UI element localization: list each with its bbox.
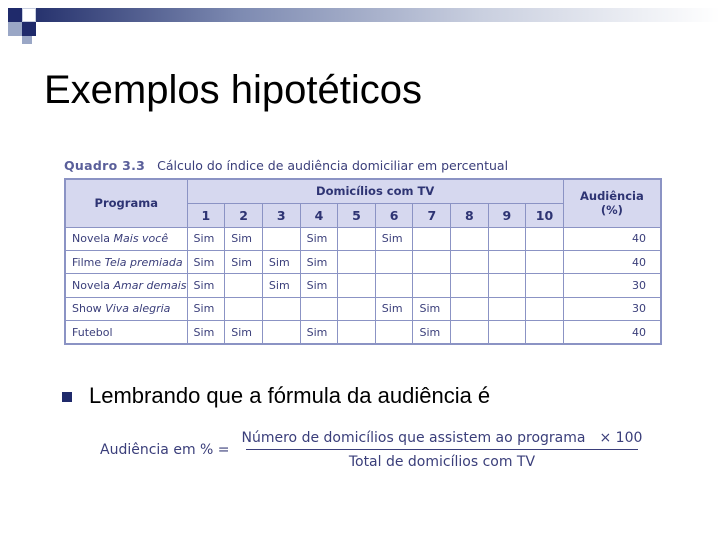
domicilio-cell: Sim bbox=[187, 321, 225, 344]
formula-fraction bbox=[238, 430, 647, 470]
domicilio-cell: Sim bbox=[413, 297, 451, 320]
domicilio-cell bbox=[451, 321, 489, 344]
quadro-table-block bbox=[64, 158, 662, 345]
domicilio-cell bbox=[526, 297, 564, 320]
audiencia-cell: 40 bbox=[563, 227, 661, 250]
program-name: Viva alegria bbox=[105, 302, 171, 316]
header-domicilio-number: 6 bbox=[375, 203, 413, 227]
program-name: Amar demais bbox=[113, 278, 187, 292]
table-row bbox=[65, 321, 661, 344]
formula-times: × 100 bbox=[599, 430, 643, 446]
table-body bbox=[65, 227, 661, 344]
domicilio-cell bbox=[526, 227, 564, 250]
program-type: Futebol bbox=[72, 325, 113, 339]
domicilio-cell bbox=[262, 321, 300, 344]
domicilio-cell bbox=[451, 250, 489, 273]
domicilio-cell bbox=[488, 250, 526, 273]
formula-numerator bbox=[238, 430, 647, 449]
domicilio-cell bbox=[451, 274, 489, 297]
audience-table bbox=[64, 178, 662, 345]
domicilio-cell: Sim bbox=[187, 274, 225, 297]
domicilio-cell bbox=[300, 297, 338, 320]
domicilio-cell bbox=[375, 321, 413, 344]
header-domicilio-number: 4 bbox=[300, 203, 338, 227]
decor-square bbox=[22, 22, 36, 36]
header-domicilio-number: 2 bbox=[225, 203, 263, 227]
domicilio-cell: Sim bbox=[262, 250, 300, 273]
table-row bbox=[65, 297, 661, 320]
audiencia-cell: 30 bbox=[563, 297, 661, 320]
domicilio-cell: Sim bbox=[300, 274, 338, 297]
program-cell bbox=[65, 227, 187, 250]
domicilio-cell bbox=[488, 227, 526, 250]
decor-square bbox=[8, 22, 22, 36]
domicilio-cell bbox=[451, 297, 489, 320]
domicilio-cell bbox=[338, 250, 376, 273]
header-domicilios: Domicílios com TV bbox=[187, 179, 563, 203]
header-domicilio-number: 7 bbox=[413, 203, 451, 227]
domicilio-cell: Sim bbox=[225, 321, 263, 344]
header-domicilio-number: 9 bbox=[488, 203, 526, 227]
domicilio-cell: Sim bbox=[375, 227, 413, 250]
table-row bbox=[65, 227, 661, 250]
domicilio-cell bbox=[488, 297, 526, 320]
slide-decoration bbox=[0, 0, 720, 48]
program-cell bbox=[65, 321, 187, 344]
domicilio-cell bbox=[262, 297, 300, 320]
table-row bbox=[65, 274, 661, 297]
domicilio-cell bbox=[413, 250, 451, 273]
domicilio-cell bbox=[338, 227, 376, 250]
domicilio-cell: Sim bbox=[187, 250, 225, 273]
program-cell bbox=[65, 250, 187, 273]
formula-numerator-text: Número de domicílios que assistem ao programa bbox=[241, 430, 586, 446]
program-type: Filme bbox=[72, 255, 105, 269]
domicilio-cell: Sim bbox=[187, 227, 225, 250]
domicilio-cell bbox=[338, 297, 376, 320]
domicilio-cell bbox=[526, 274, 564, 297]
domicilio-cell bbox=[225, 274, 263, 297]
program-type: Novela bbox=[72, 278, 114, 292]
quadro-caption-text: Cálculo do índice de audiência domiciliar em percentual bbox=[157, 158, 509, 173]
header-domicilio-number: 5 bbox=[338, 203, 376, 227]
program-type: Novela bbox=[72, 232, 114, 246]
domicilio-cell: Sim bbox=[262, 274, 300, 297]
domicilio-cell bbox=[338, 274, 376, 297]
audiencia-cell: 40 bbox=[563, 250, 661, 273]
domicilio-cell bbox=[413, 274, 451, 297]
header-programa: Programa bbox=[65, 179, 187, 227]
program-cell bbox=[65, 274, 187, 297]
audience-formula bbox=[100, 430, 646, 470]
header-domicilio-number: 3 bbox=[262, 203, 300, 227]
bullet-item bbox=[62, 383, 490, 409]
header-domicilio-number: 10 bbox=[526, 203, 564, 227]
bullet-square-icon bbox=[62, 392, 72, 402]
audiencia-cell: 40 bbox=[563, 321, 661, 344]
header-domicilio-number: 8 bbox=[451, 203, 489, 227]
header-domicilio-number: 1 bbox=[187, 203, 225, 227]
quadro-number: Quadro 3.3 bbox=[64, 158, 146, 173]
domicilio-cell bbox=[262, 227, 300, 250]
domicilio-cell bbox=[488, 274, 526, 297]
domicilio-cell: Sim bbox=[225, 227, 263, 250]
header-audiencia bbox=[563, 179, 661, 227]
program-name: Mais você bbox=[113, 232, 169, 246]
domicilio-cell: Sim bbox=[300, 227, 338, 250]
bullet-text: Lembrando que a fórmula da audiência é bbox=[89, 383, 491, 408]
domicilio-cell: Sim bbox=[413, 321, 451, 344]
domicilio-cell bbox=[413, 227, 451, 250]
quadro-caption bbox=[64, 158, 662, 173]
header-audiencia-unit: (%) bbox=[600, 203, 623, 218]
domicilio-cell bbox=[526, 250, 564, 273]
decor-square bbox=[22, 36, 32, 44]
program-type: Show bbox=[72, 302, 106, 316]
decor-gradient-bar bbox=[36, 8, 720, 22]
program-name: Tela premiada bbox=[104, 255, 183, 269]
decor-square bbox=[22, 8, 36, 22]
domicilio-cell bbox=[338, 321, 376, 344]
domicilio-cell: Sim bbox=[300, 250, 338, 273]
formula-denominator: Total de domicílios com TV bbox=[348, 454, 536, 470]
domicilio-cell bbox=[451, 227, 489, 250]
domicilio-cell bbox=[375, 250, 413, 273]
program-cell bbox=[65, 297, 187, 320]
domicilio-cell: Sim bbox=[300, 321, 338, 344]
domicilio-cell bbox=[488, 321, 526, 344]
domicilio-cell: Sim bbox=[375, 297, 413, 320]
audiencia-cell: 30 bbox=[563, 274, 661, 297]
domicilio-cell bbox=[526, 321, 564, 344]
domicilio-cell: Sim bbox=[225, 250, 263, 273]
decor-square bbox=[8, 8, 22, 22]
header-audiencia-label: Audiência bbox=[579, 189, 644, 204]
slide-title: Exemplos hipotéticos bbox=[44, 68, 422, 112]
domicilio-cell bbox=[375, 274, 413, 297]
domicilio-cell bbox=[225, 297, 263, 320]
domicilio-cell: Sim bbox=[187, 297, 225, 320]
table-row bbox=[65, 250, 661, 273]
formula-lhs: Audiência em % = bbox=[100, 442, 230, 458]
